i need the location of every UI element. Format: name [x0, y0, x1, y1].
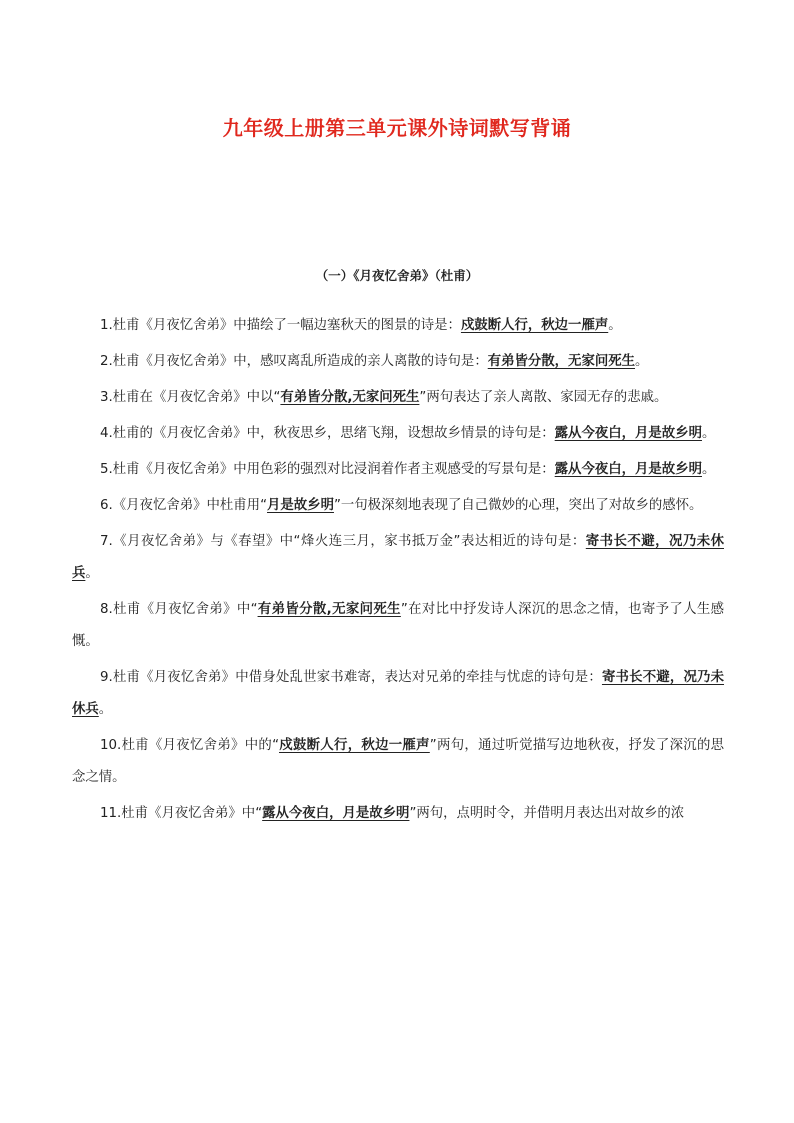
item-prompt: 9.杜甫《月夜忆舍弟》中借身处乱世家书难寄，表达对兄弟的牵挂与忧虑的诗句是：	[100, 670, 602, 685]
item-suffix: 。	[85, 566, 99, 581]
exercise-item	[72, 662, 724, 726]
item-answer: 戍鼓断人行，秋边一雁声	[460, 318, 609, 333]
exercise-item	[72, 490, 724, 522]
item-prompt: 5.杜甫《月夜忆舍弟》中用色彩的强烈对比浸润着作者主观感受的写景句是：	[100, 462, 555, 477]
item-suffix: 。	[701, 462, 716, 477]
exercise-item	[72, 454, 724, 486]
item-suffix: ”一句极深刻地表现了自己微妙的心理，突出了对故乡的感怀。	[333, 498, 703, 513]
section-heading: （一）《月夜忆舍弟》（杜甫）	[315, 268, 479, 283]
item-prompt: 8.杜甫《月夜忆舍弟》中“	[100, 602, 258, 617]
item-answer: 有弟皆分散,无家问死生	[257, 602, 401, 617]
exercise-item	[72, 310, 724, 342]
item-suffix: ”两句，点明时令，并借明月表达出对故乡的浓	[409, 806, 685, 821]
exercise-item	[72, 730, 724, 794]
item-prompt: 3.杜甫在《月夜忆舍弟》中以“	[100, 390, 281, 405]
item-answer: 有弟皆分散,无家问死生	[280, 390, 420, 405]
item-answer: 露从今夜白，月是故乡明	[554, 426, 702, 441]
exercise-item	[72, 418, 724, 450]
item-suffix: 。	[98, 702, 113, 717]
exercise-item	[72, 382, 724, 414]
exercise-item	[72, 594, 724, 658]
exercise-list	[72, 310, 724, 834]
item-prompt: 7.《月夜忆舍弟》与《春望》中“烽火连三月，家书抵万金”表达相近的诗句是：	[100, 534, 586, 549]
item-suffix: ”在对比中抒发诗人深沉的思念之情，也寄予了人生感慨。	[72, 602, 725, 649]
exercise-item	[72, 346, 724, 378]
item-suffix: ”两句表达了亲人离散、家园无存的悲戚。	[419, 390, 668, 405]
item-prompt: 11.杜甫《月夜忆舍弟》中“	[100, 806, 263, 821]
item-answer: 露从今夜白，月是故乡明	[262, 806, 410, 821]
item-answer: 月是故乡明	[267, 498, 334, 513]
item-prompt: 4.杜甫的《月夜忆舍弟》中，秋夜思乡，思绪飞翔，设想故乡情景的诗句是：	[100, 426, 555, 441]
item-suffix: ”两句，通过听觉描写边地秋夜，抒发了深沉的思念之情。	[72, 738, 725, 785]
item-prompt: 6.《月夜忆舍弟》中杜甫用“	[100, 498, 268, 513]
item-answer: 有弟皆分散，无家问死生	[487, 354, 636, 369]
item-prompt: 2.杜甫《月夜忆舍弟》中，感叹离乱所造成的亲人离散的诗句是：	[100, 354, 488, 369]
exercise-item	[72, 798, 724, 830]
exercise-item	[72, 526, 724, 590]
item-prompt: 10.杜甫《月夜忆舍弟》中的“	[100, 738, 280, 753]
item-answer: 戍鼓断人行，秋边一雁声	[279, 738, 430, 753]
item-answer: 露从今夜白，月是故乡明	[554, 462, 702, 477]
item-answer: 寄书长不避，况乃未休兵	[72, 534, 724, 581]
item-suffix: 。	[608, 318, 622, 333]
item-suffix: 。	[701, 426, 716, 441]
item-prompt: 1.杜甫《月夜忆舍弟》中描绘了一幅边塞秋天的图景的诗是：	[100, 318, 461, 333]
document-title: 九年级上册第三单元课外诗词默写背诵	[222, 116, 572, 140]
item-suffix: 。	[635, 354, 649, 369]
item-answer: 寄书长不避，况乃未休兵	[72, 670, 725, 717]
